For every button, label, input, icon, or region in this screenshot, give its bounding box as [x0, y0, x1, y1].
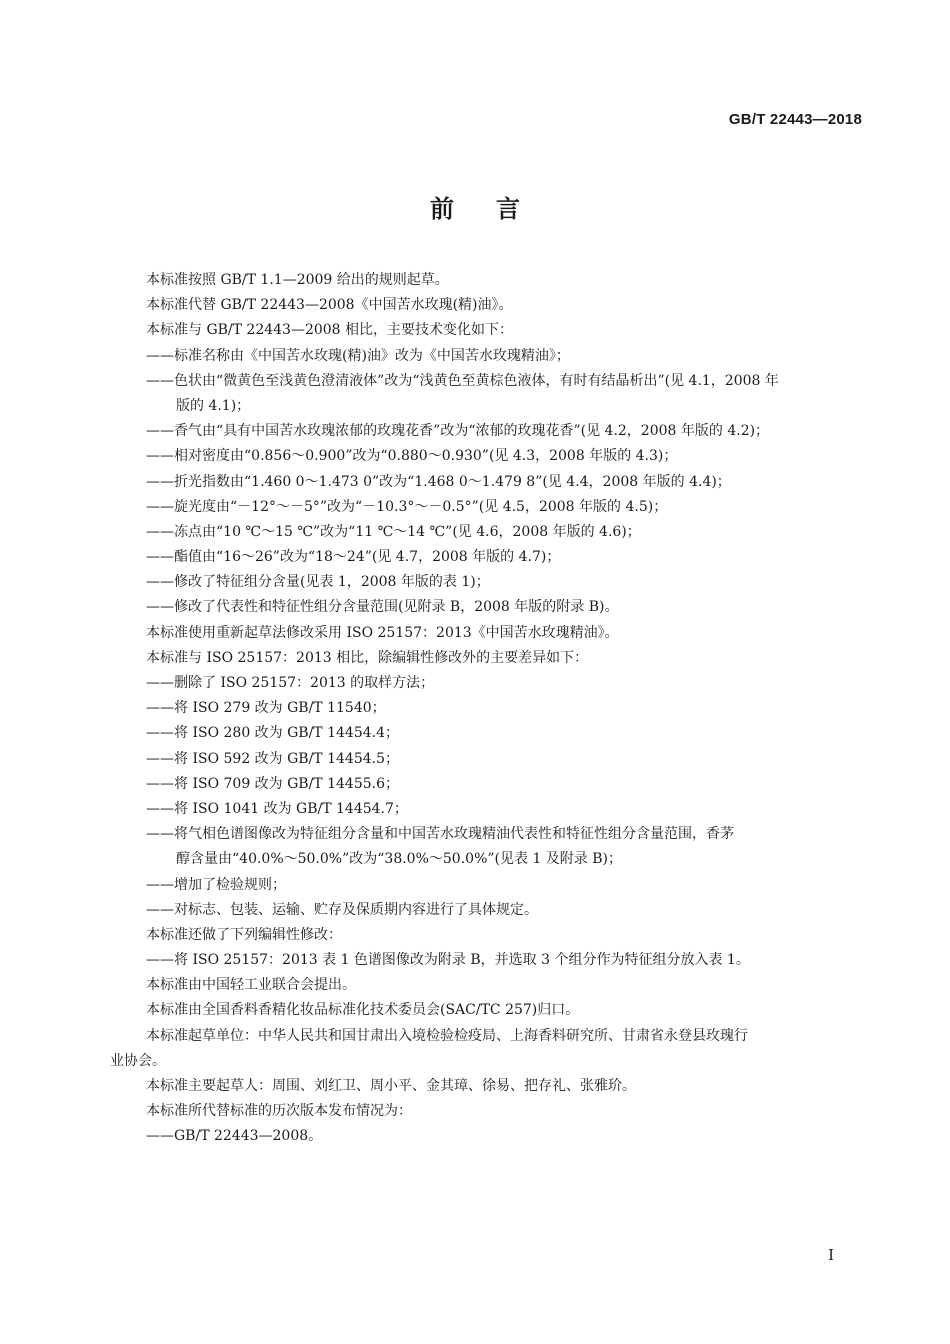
standard-number: GB/T 22443—2018 — [728, 111, 862, 128]
list-item: ——将 ISO 279 改为 GB/T 11540； — [146, 700, 386, 717]
paragraph-line: 本标准由全国香料香精化妆品标准化技术委员会(SAC/TC 257)归口。 — [146, 1002, 580, 1019]
paragraph-line: 本标准与 ISO 25157：2013 相比，除编辑性修改外的主要差异如下： — [146, 649, 589, 666]
paragraph-line: 本标准按照 GB/T 1.1—2009 给出的规则起草。 — [146, 272, 449, 288]
document-body — [0, 268, 950, 1150]
list-item: ——相对密度由“0.856～0.900”改为“0.880～0.930”(见 4.3，2008 年版的 4.3)； — [146, 448, 678, 465]
paragraph-line: 本标准主要起草人：周围、刘红卫、周小平、金其璋、徐易、把存礼、张雅玠。 — [146, 1078, 636, 1094]
paragraph-line: 本标准代替 GB/T 22443—2008《中国苦水玫瑰(精)油》。 — [146, 297, 513, 314]
list-item: ——将 ISO 592 改为 GB/T 14454.5； — [146, 750, 399, 767]
list-item: ——增加了检验规则； — [146, 876, 286, 893]
list-item: ——将气相色谱图像改为特征组分含量和中国苦水玫瑰精油代表性和特征性组分含量范围，香茅 — [146, 826, 734, 843]
list-item: ——旋光度由“－12°～－5°”改为“－10.3°～－0.5°”(见 4.5，2008 年版的 4.5)； — [146, 498, 668, 515]
list-item: ——对标志、包装、运输、贮存及保质期内容进行了具体规定。 — [146, 901, 538, 918]
paragraph-line: 醇含量由“40.0%～50.0%”改为“38.0%～50.0%”(见表 1 及附录 B)； — [176, 851, 622, 868]
list-item: ——修改了代表性和特征性组分含量范围(见附录 B，2008 年版的附录 B)。 — [146, 599, 619, 616]
list-item: ——删除了 ISO 25157：2013 的取样方法； — [146, 675, 435, 691]
paragraph-line: 版的 4.1)； — [176, 397, 251, 414]
list-item: ——将 ISO 280 改为 GB/T 14454.4； — [146, 725, 399, 742]
page-number: I — [828, 1246, 834, 1264]
paragraph-line: 本标准所代替标准的历次版本发布情况为： — [146, 1103, 412, 1120]
list-item: ——将 ISO 709 改为 GB/T 14455.6； — [146, 775, 399, 792]
paragraph-line: 本标准还做了下列编辑性修改： — [146, 926, 342, 943]
paragraph-line: 本标准起草单位：中华人民共和国甘肃出入境检验检疫局、上海香料研究所、甘肃省永登县玫瑰行 — [146, 1027, 748, 1044]
paragraph-line: 本标准使用重新起草法修改采用 ISO 25157：2013《中国苦水玫瑰精油》。 — [146, 624, 619, 641]
list-item: ——色状由“微黄色至浅黄色澄清液体”改为“浅黄色至黄棕色液体，有时有结晶析出”(见 4.1，2008 年 — [146, 372, 779, 389]
paragraph-line: 本标准由中国轻工业联合会提出。 — [146, 977, 356, 994]
page-title: 前言 — [430, 195, 562, 223]
list-item: ——折光指数由“1.460 0～1.473 0”改为“1.468 0～1.479 8”(见 4.4，2008 年版的 4.4)； — [146, 473, 731, 490]
list-item: ——GB/T 22443—2008。 — [146, 1128, 323, 1145]
list-item: ——将 ISO 1041 改为 GB/T 14454.7； — [146, 800, 408, 817]
list-item: ——将 ISO 25157：2013 表 1 色谱图像改为附录 B，并选取 3 个组分作为特征组分放入表 1。 — [146, 952, 750, 969]
list-item: ——修改了特征组分含量(见表 1，2008 年版的表 1)； — [146, 574, 490, 591]
list-item: ——香气由“具有中国苦水玫瑰浓郁的玫瑰花香”改为“浓郁的玫瑰花香”(见 4.2，2008 年版的 4.2)； — [146, 423, 770, 440]
list-item: ——冻点由“10 ℃～15 ℃”改为“11 ℃～14 ℃”(见 4.6，2008 年版的 4.6)； — [146, 523, 641, 540]
list-item: ——标准名称由《中国苦水玫瑰(精)油》改为《中国苦水玫瑰精油》； — [146, 347, 570, 364]
paragraph-line: 业协会。 — [110, 1052, 166, 1069]
list-item: ——酯值由“16～26”改为“18～24”(见 4.7，2008 年版的 4.7)； — [146, 549, 561, 566]
paragraph-line: 本标准与 GB/T 22443—2008 相比，主要技术变化如下： — [146, 322, 514, 339]
